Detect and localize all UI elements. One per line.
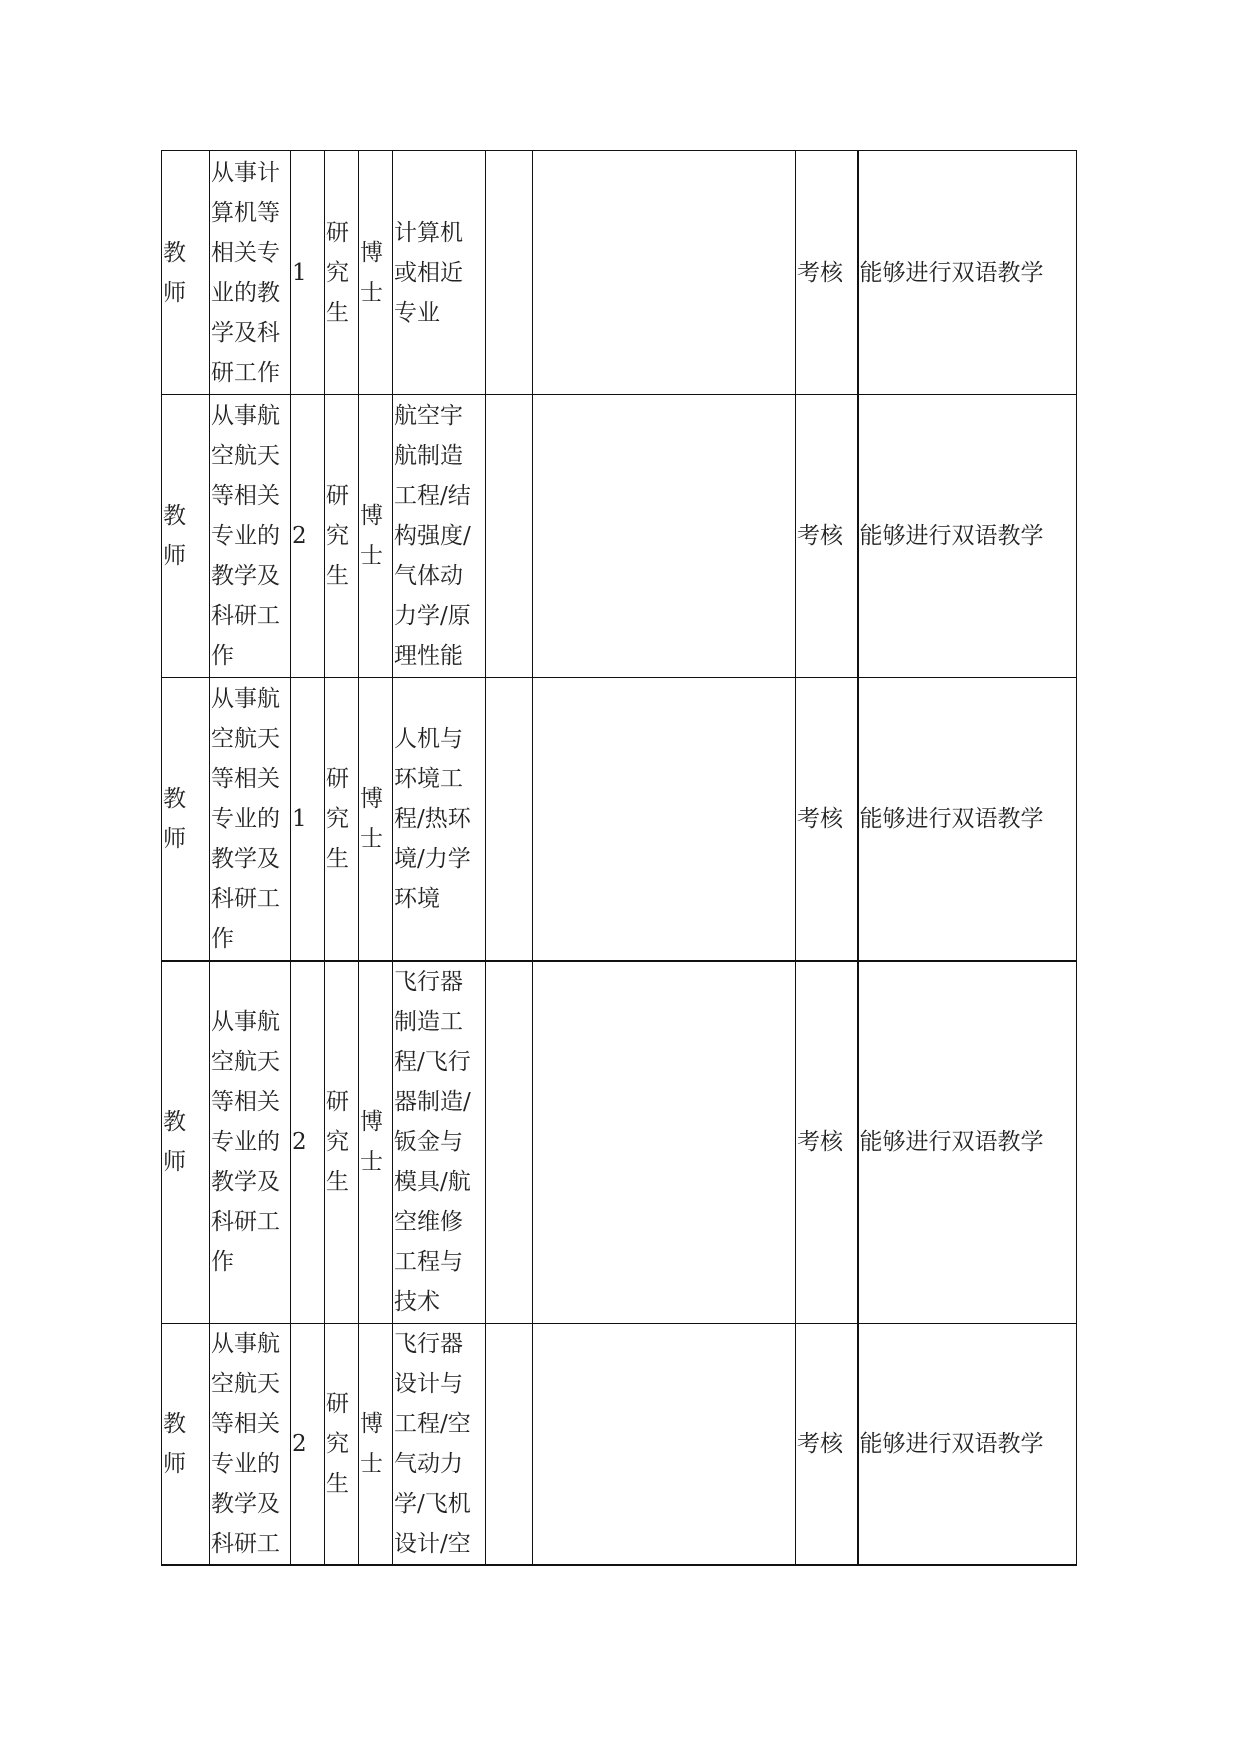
duty-cell: 从事计算机等相关专业的教学及科研工作 <box>210 151 291 395</box>
method-cell: 考核 <box>796 395 858 678</box>
method-cell: 考核 <box>796 678 858 961</box>
count-cell: 2 <box>291 1324 325 1566</box>
count-cell: 2 <box>291 395 325 678</box>
duty-cell: 从事航空航天等相关专业的教学及科研工作 <box>210 961 291 1324</box>
empty-cell <box>533 1324 796 1566</box>
remark-cell: 能够进行双语教学 <box>858 961 1077 1324</box>
degree-cell: 博士 <box>359 1324 393 1566</box>
position-cell: 教师 <box>162 961 210 1324</box>
position-cell: 教师 <box>162 1324 210 1566</box>
count-cell: 1 <box>291 151 325 395</box>
empty-cell <box>486 678 533 961</box>
education-cell: 研究生 <box>325 961 359 1324</box>
major-cell: 航空宇航制造工程/结构强度/气体动力学/原理性能 <box>393 395 486 678</box>
position-cell: 教师 <box>162 151 210 395</box>
degree-cell: 博士 <box>359 151 393 395</box>
empty-cell <box>486 151 533 395</box>
recruitment-table <box>161 150 1077 1566</box>
method-cell: 考核 <box>796 151 858 395</box>
position-cell: 教师 <box>162 678 210 961</box>
duty-cell: 从事航空航天等相关专业的教学及科研工作 <box>210 678 291 961</box>
major-cell: 飞行器设计与工程/空气动力学/飞机设计/空 <box>393 1324 486 1566</box>
education-cell: 研究生 <box>325 678 359 961</box>
education-cell: 研究生 <box>325 151 359 395</box>
table-row <box>162 961 1077 1324</box>
remark-cell: 能够进行双语教学 <box>858 1324 1077 1566</box>
position-cell: 教师 <box>162 395 210 678</box>
degree-cell: 博士 <box>359 678 393 961</box>
table-row <box>162 678 1077 961</box>
empty-cell <box>533 151 796 395</box>
table-row <box>162 151 1077 395</box>
major-cell: 飞行器制造工程/飞行器制造/钣金与模具/航空维修工程与技术 <box>393 961 486 1324</box>
empty-cell <box>486 961 533 1324</box>
remark-cell: 能够进行双语教学 <box>858 395 1077 678</box>
empty-cell <box>533 678 796 961</box>
duty-cell: 从事航空航天等相关专业的教学及科研工 <box>210 1324 291 1566</box>
education-cell: 研究生 <box>325 395 359 678</box>
count-cell: 2 <box>291 961 325 1324</box>
method-cell: 考核 <box>796 1324 858 1566</box>
table-row <box>162 1324 1077 1566</box>
empty-cell <box>486 395 533 678</box>
degree-cell: 博士 <box>359 961 393 1324</box>
empty-cell <box>533 961 796 1324</box>
duty-cell: 从事航空航天等相关专业的教学及科研工作 <box>210 395 291 678</box>
count-cell: 1 <box>291 678 325 961</box>
remark-cell: 能够进行双语教学 <box>858 151 1077 395</box>
table-row <box>162 395 1077 678</box>
method-cell: 考核 <box>796 961 858 1324</box>
education-cell: 研究生 <box>325 1324 359 1566</box>
major-cell: 人机与环境工程/热环境/力学环境 <box>393 678 486 961</box>
empty-cell <box>533 395 796 678</box>
major-cell: 计算机或相近专业 <box>393 151 486 395</box>
degree-cell: 博士 <box>359 395 393 678</box>
empty-cell <box>486 1324 533 1566</box>
remark-cell: 能够进行双语教学 <box>858 678 1077 961</box>
